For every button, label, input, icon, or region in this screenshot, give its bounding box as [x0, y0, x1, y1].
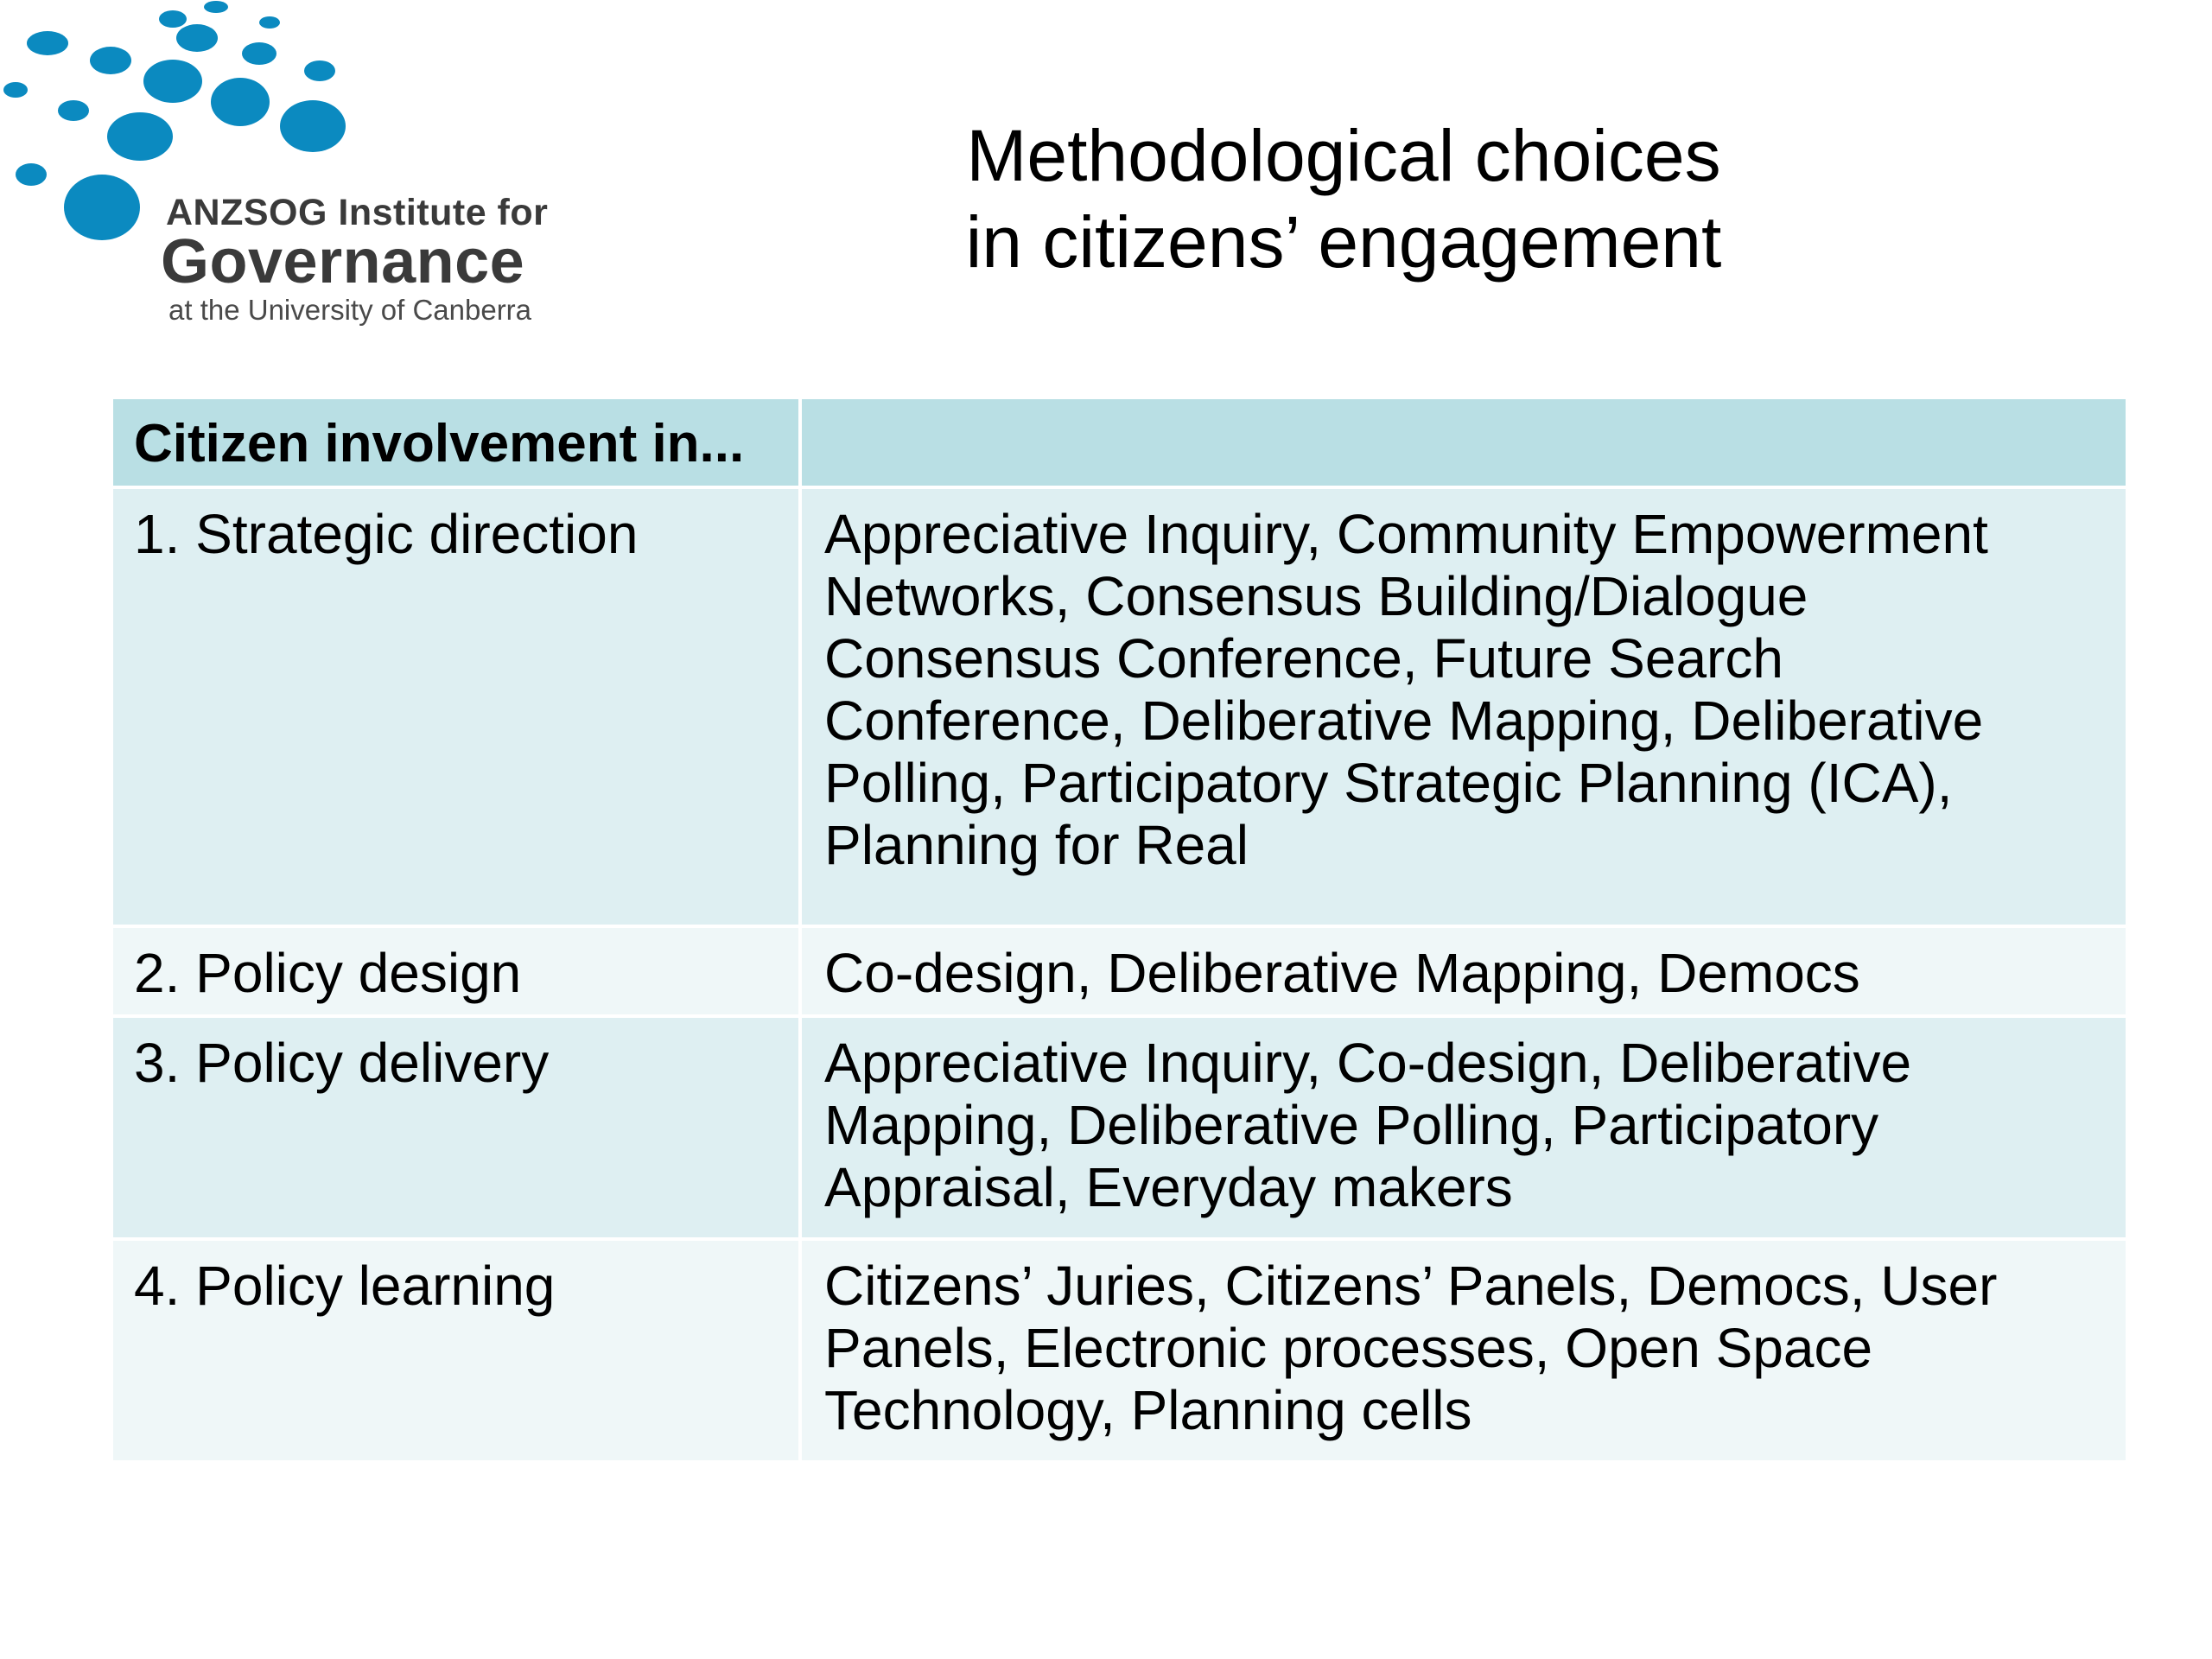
methods-table	[113, 399, 2126, 1464]
table-cell-methods: Appreciative Inquiry, Community Empowerment Networks, Consensus Building/Dialogue Consensus Conference, Future Search Conference, Deliberative Mapping, Deliberative Polling, Participatory Strategic Planning (ICA), Planning for Real	[824, 503, 1988, 876]
table-cell-stage: 3. Policy delivery	[113, 1018, 802, 1237]
table-cell-methods: Citizens’ Juries, Citizens’ Panels, Democs, User Panels, Electronic processes, Open Space Technology, Planning cells	[824, 1255, 1998, 1441]
table-row	[113, 489, 2126, 928]
table-cell-stage: 2. Policy design	[113, 928, 802, 1014]
table-cell-methods: Appreciative Inquiry, Co-design, Deliberative Mapping, Deliberative Polling, Participatory Appraisal, Everyday makers	[824, 1032, 1912, 1218]
table-header-row	[113, 399, 2126, 489]
slide-title-line1: Methodological choices	[966, 115, 1721, 196]
table-header-methods	[802, 399, 2126, 486]
table-row	[113, 1241, 2126, 1464]
table-row	[113, 1018, 2126, 1241]
table-row	[113, 928, 2126, 1018]
logo-text-university: at the University of Canberra	[168, 294, 532, 326]
table-cell-stage: 1. Strategic direction	[113, 489, 802, 925]
table-header-stage: Citizen involvement in...	[113, 399, 802, 486]
table-cell-stage: 4. Policy learning	[113, 1241, 802, 1460]
logo-text-institute: ANZSOG Institute for	[166, 192, 549, 233]
table-cell-methods: Co-design, Deliberative Mapping, Democs	[824, 942, 1860, 1004]
logo-text-governance: Governance	[161, 227, 525, 296]
slide-title-line2: in citizens’ engagement	[965, 201, 1722, 283]
anzsog-logo	[0, 0, 570, 346]
slide-title	[847, 112, 1840, 285]
